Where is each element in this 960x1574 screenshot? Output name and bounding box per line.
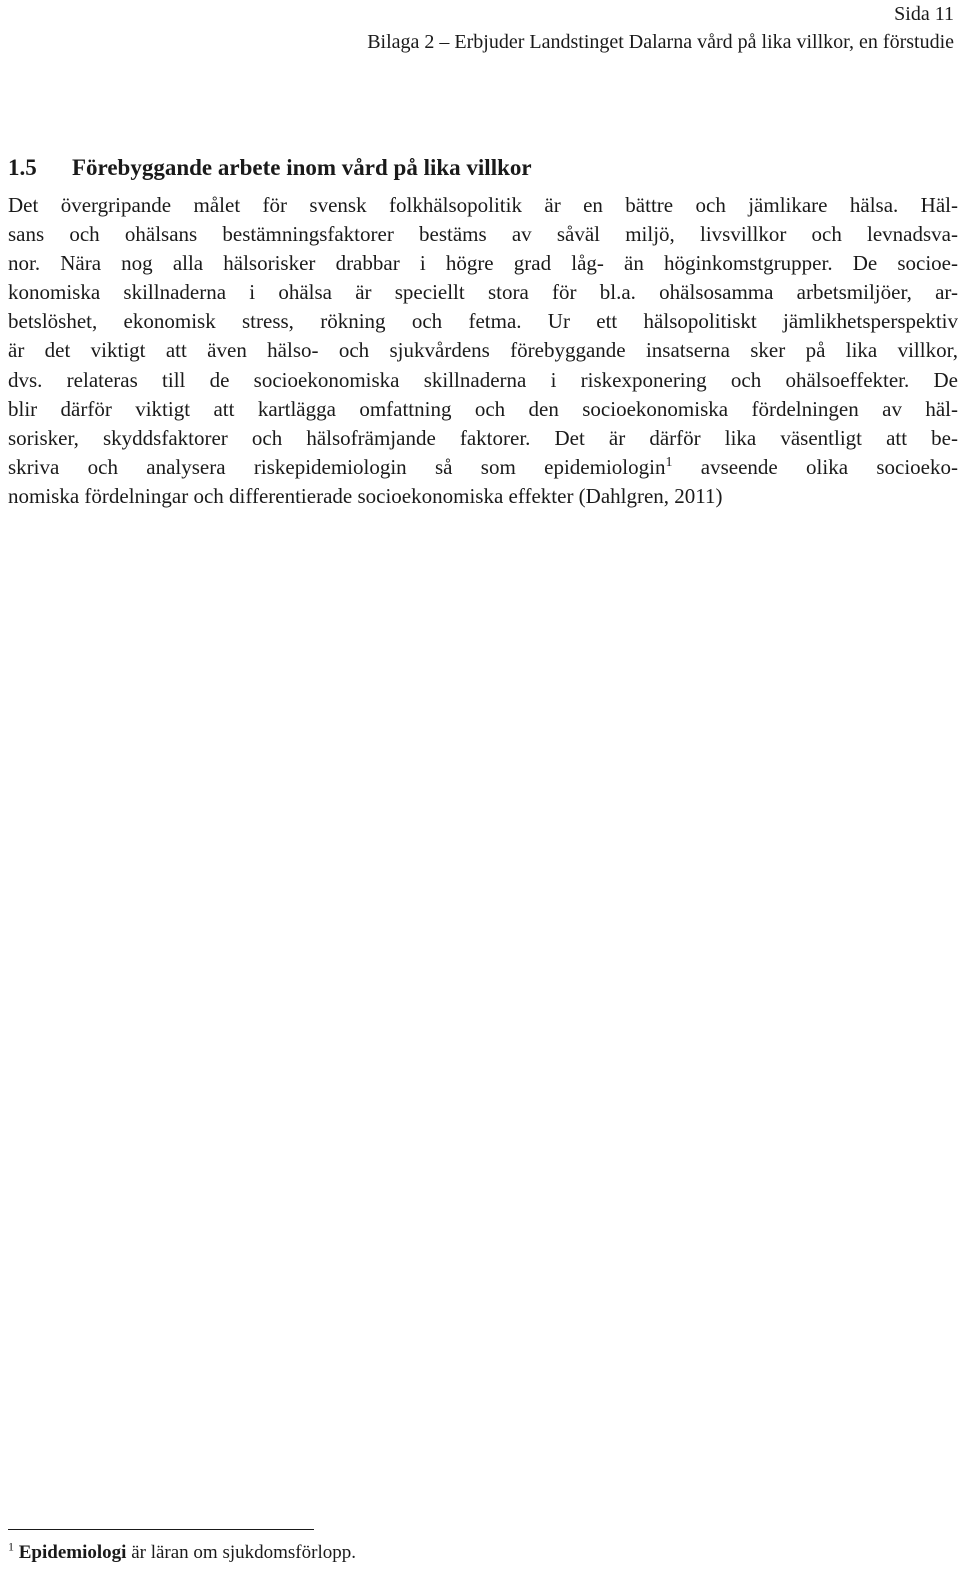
section-heading [8,152,532,184]
paragraph-line: dvs. relateras till de socioekonomiska skillnaderna i riskexponering och ohälsoeffekter. De [8,367,958,392]
paragraph-line: sans och ohälsans bestämningsfaktorer bestäms av såväl miljö, livsvillkor och levnadsva- [8,222,958,247]
paragraph-line: blir därför viktigt att kartlägga omfattning och den socioekonomiska fördelningen av häl- [8,396,958,421]
running-title: Bilaga 2 – Erbjuder Landstinget Dalarna vård på lika villkor, en förstudie [367,31,954,53]
paragraph-line: betslöshet, ekonomisk stress, rökning och fetma. Ur ett hälsopolitiskt jämlikhetsperspektiv [8,309,958,334]
page-number: Sida 11 [894,3,954,25]
paragraph-line-with-footnote-ref [8,453,958,482]
paragraph-line: är det viktigt att även hälso- och sjukvårdens förebyggande insatserna sker på lika villkor, [8,338,958,363]
footnote-separator [8,1529,314,1530]
line-text: skriva och analysera riskepidemiologin så som epidemiologin [8,454,666,479]
section-number: 1.5 [8,155,37,180]
paragraph-line: konomiska skillnaderna i ohälsa är speciellt stora för bl.a. ohälsosamma arbetsmiljöer, ar- [8,280,958,305]
footnote-text: är läran om sjukdomsförlopp. [126,1542,356,1563]
body-paragraph [8,191,958,511]
footnote-reference[interactable]: 1 [665,454,673,470]
footnote [8,1538,356,1568]
section-title: Förebyggande arbete inom vård på lika villkor [72,155,532,180]
footnote-term: Epidemiologi [18,1542,127,1563]
paragraph-line: nor. Nära nog alla hälsorisker drabbar i högre grad låg- än höginkomstgrupper. De socioe- [8,251,958,276]
paragraph-line: nomiska fördelningar och differentierade socioekonomiska effekter (Dahlgren, 2011) [8,483,723,508]
line-text: avseende olika socioeko- [672,454,958,479]
paragraph-line: Det övergripande målet för svensk folkhälsopolitik är en bättre och jämlikare hälsa. Häl- [8,193,958,217]
paragraph-line: sorisker, skyddsfaktorer och hälsofrämjande faktorer. Det är därför lika väsentligt att be- [8,425,958,450]
page-header [367,0,954,56]
footnote-marker: 1 [8,1539,14,1554]
